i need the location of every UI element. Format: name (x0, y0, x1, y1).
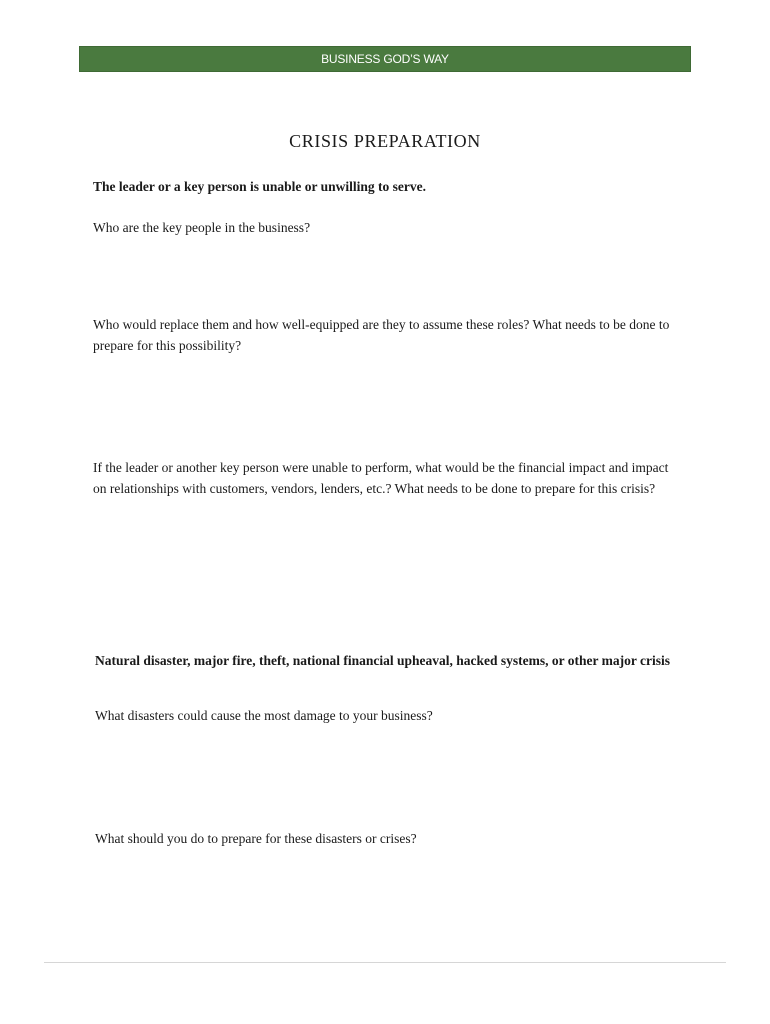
footer-divider (44, 962, 726, 963)
question-financial-impact: If the leader or another key person were unable to perform, what would be the financial impact and impact on relationships with customers, vendors, lenders, etc.? What needs to be done to prepare for this crisis? (93, 460, 669, 496)
section-heading-disaster: Natural disaster, major fire, theft, national financial upheaval, hacked systems, or other major crisis (95, 653, 670, 668)
question-prepare-disasters: What should you do to prepare for these disasters or crises? (95, 831, 417, 846)
question-key-people: Who are the key people in the business? (93, 220, 311, 235)
header-title: BUSINESS GOD’S WAY (321, 52, 449, 66)
header-bar (79, 46, 691, 72)
page-title: CRISIS PREPARATION (289, 131, 481, 151)
section-heading-key-person: The leader or a key person is unable or unwilling to serve. (93, 179, 427, 194)
question-replacement: Who would replace them and how well-equipped are they to assume these roles? What needs to be done to prepare for this possibility? (93, 317, 670, 353)
question-disasters: What disasters could cause the most damage to your business? (95, 708, 433, 723)
